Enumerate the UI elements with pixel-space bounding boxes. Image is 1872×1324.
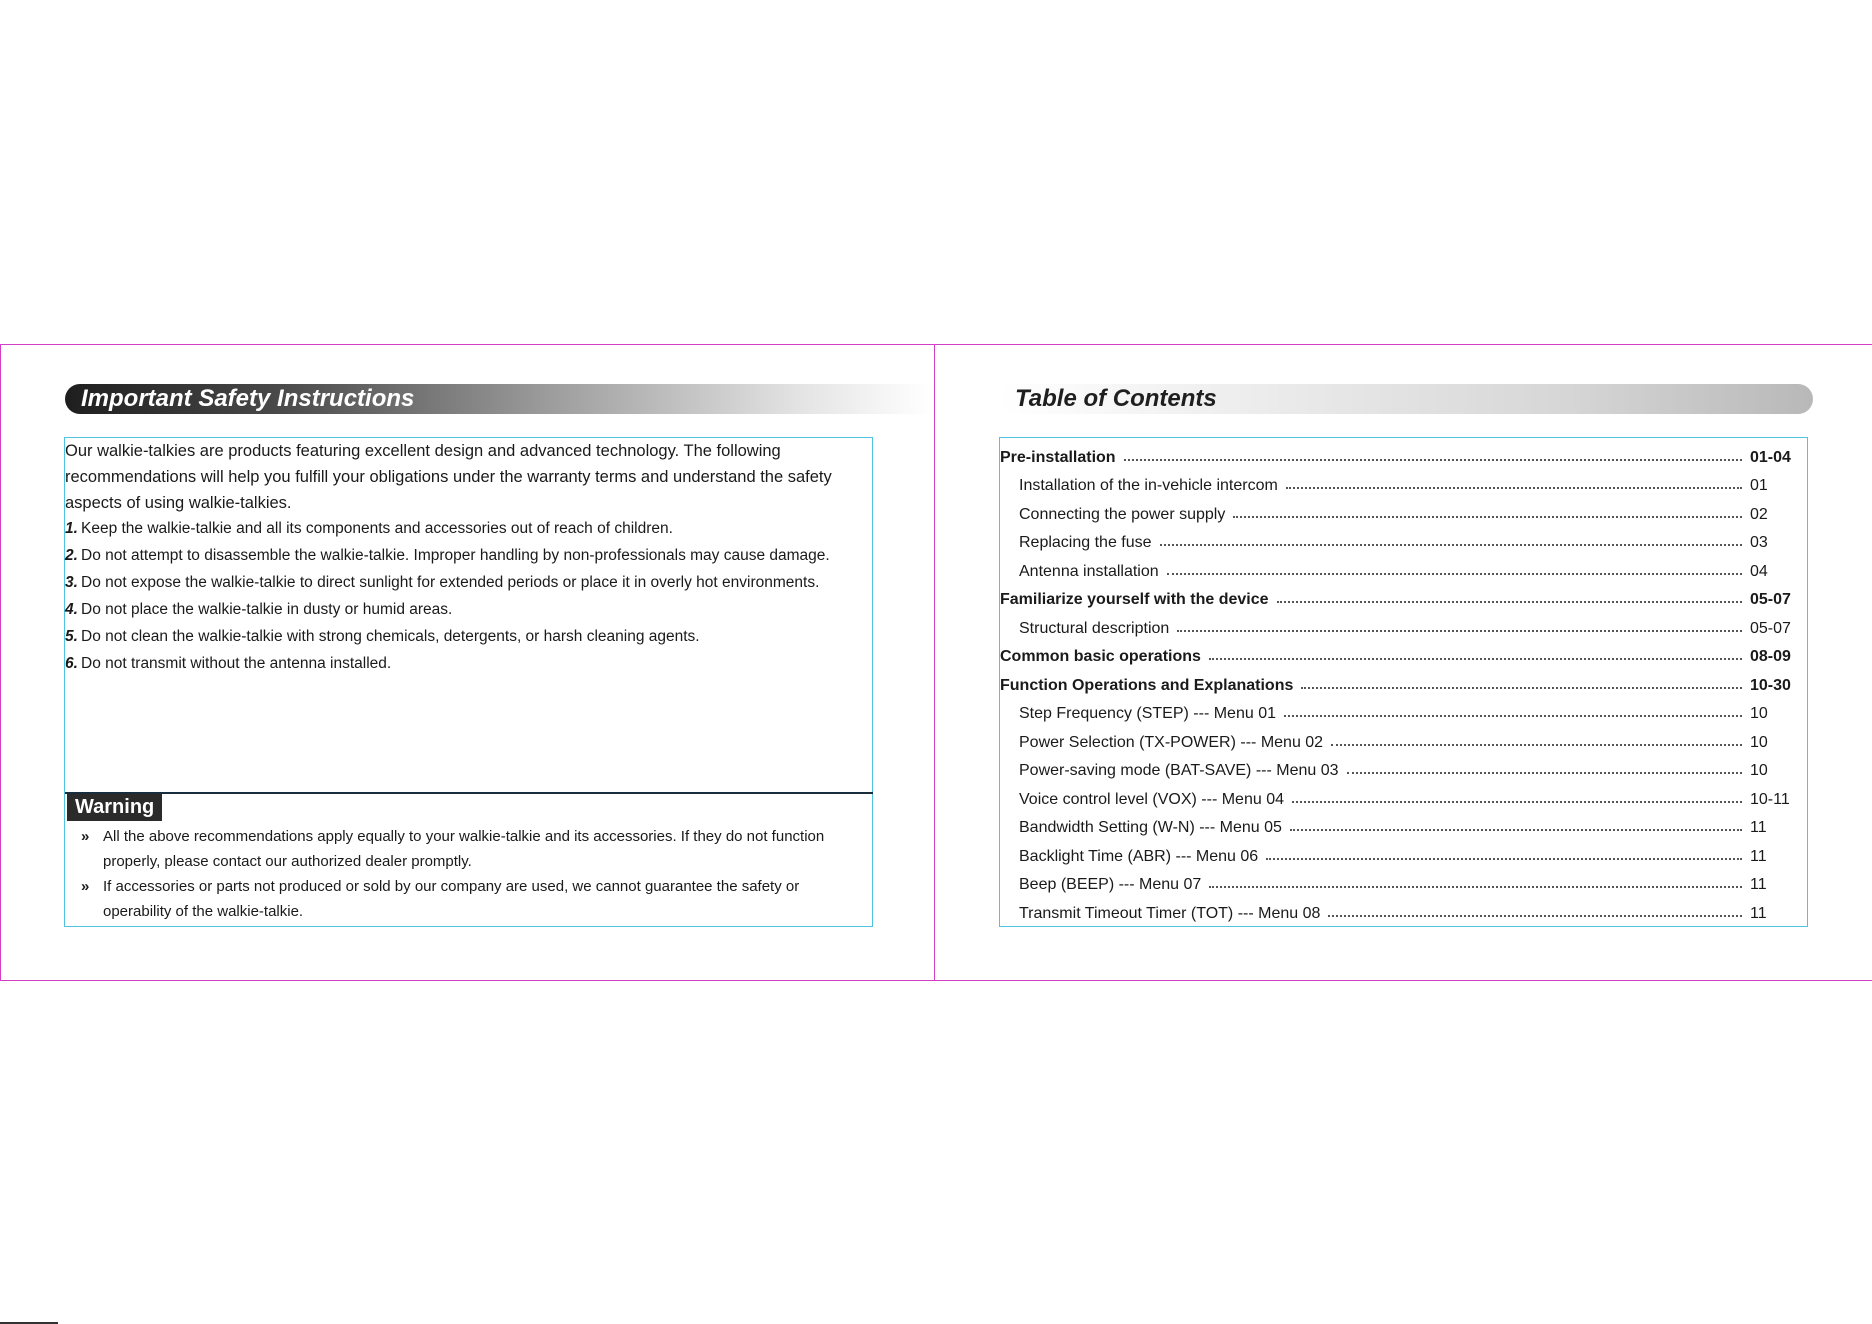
- rule-number: 6.: [65, 655, 78, 672]
- toc-subsection-entry[interactable]: [1000, 723, 1800, 752]
- toc-entry-label: Bandwidth Setting (W-N) --- Menu 05: [1019, 819, 1282, 836]
- safety-rule: [65, 655, 830, 682]
- warning-label: Warning: [67, 794, 162, 821]
- toc-page-number: 10: [1750, 705, 1768, 722]
- toc-section-entry[interactable]: [1000, 438, 1800, 467]
- toc-page-number: 10: [1750, 762, 1768, 779]
- toc-leader-dots: [1292, 800, 1742, 803]
- toc-leader-dots: [1284, 714, 1742, 717]
- document-spread: [0, 344, 1872, 981]
- warning-item: [81, 874, 871, 924]
- rule-text: Do not attempt to disassemble the walkie-talkie. Improper handling by non-professionals may cause damage.: [81, 547, 830, 564]
- toc-page-number: 10-30: [1750, 676, 1791, 694]
- toc-page-number: 11: [1750, 819, 1767, 836]
- toc-content-box: [999, 437, 1808, 927]
- toc-entry-label: Power-saving mode (BAT-SAVE) --- Menu 03: [1019, 762, 1339, 779]
- toc-entry-label: Power Selection (TX-POWER) --- Menu 02: [1019, 733, 1324, 751]
- toc-leader-dots: [1266, 857, 1742, 860]
- toc-subsection-entry[interactable]: [1000, 894, 1800, 923]
- double-chevron-right-icon: »: [81, 878, 90, 895]
- toc-list: [1000, 438, 1800, 923]
- toc-subsection-entry[interactable]: [1000, 809, 1800, 838]
- toc-page-number: 04: [1750, 562, 1768, 580]
- toc-page-number: 11: [1750, 847, 1767, 865]
- toc-leader-dots: [1277, 600, 1742, 603]
- toc-entry-label: Beep (BEEP) --- Menu 07: [1019, 876, 1202, 893]
- rule-text: Do not expose the walkie-talkie to direct sunlight for extended periods or place it in overly hot environments.: [81, 574, 820, 591]
- rule-number: 3.: [65, 574, 78, 591]
- toc-page-number: 01-04: [1750, 448, 1791, 466]
- toc-entry-label: Familiarize yourself with the device: [1000, 591, 1269, 608]
- rule-text: Do not transmit without the antenna installed.: [81, 655, 392, 672]
- double-chevron-right-icon: »: [81, 828, 90, 845]
- toc-leader-dots: [1124, 458, 1742, 461]
- rule-text: Do not clean the walkie-talkie with strong chemicals, detergents, or harsh cleaning agents.: [81, 628, 700, 645]
- toc-page-number: 03: [1750, 534, 1768, 551]
- toc-subsection-entry[interactable]: [1000, 467, 1800, 496]
- toc-section-entry[interactable]: [1000, 666, 1800, 695]
- toc-subsection-entry[interactable]: [1000, 752, 1800, 781]
- toc-title-banner: [999, 384, 1813, 414]
- warning-list: [81, 824, 871, 924]
- toc-leader-dots: [1233, 515, 1742, 518]
- toc-entry-label: Replacing the fuse: [1019, 534, 1152, 551]
- toc-entry-label: Function Operations and Explanations: [1000, 676, 1294, 694]
- toc-page-number: 08-09: [1750, 648, 1791, 665]
- toc-leader-dots: [1301, 686, 1742, 689]
- rule-text: Keep the walkie-talkie and all its components and accessories out of reach of children.: [81, 520, 673, 537]
- rule-text: Do not place the walkie-talkie in dusty or humid areas.: [81, 601, 453, 618]
- toc-title: Table of Contents: [1015, 385, 1217, 412]
- toc-subsection-entry[interactable]: [1000, 837, 1800, 866]
- toc-page-number: 01: [1750, 477, 1768, 494]
- toc-section-entry[interactable]: [1000, 638, 1800, 667]
- toc-leader-dots: [1167, 572, 1742, 575]
- rule-number: 1.: [65, 520, 78, 537]
- toc-subsection-entry[interactable]: [1000, 552, 1800, 581]
- toc-entry-label: Voice control level (VOX) --- Menu 04: [1019, 790, 1284, 808]
- safety-intro: Our walkie-talkies are products featuring excellent design and advanced technology. The following recommendations will help you fulfill your obligations under the warranty terms and understand the safety aspects of using walkie-talkies.: [65, 442, 832, 512]
- toc-leader-dots: [1347, 771, 1742, 774]
- safety-rule: [65, 601, 830, 628]
- toc-page-number: 05-07: [1750, 591, 1791, 608]
- safety-page: [0, 345, 935, 980]
- toc-leader-dots: [1177, 629, 1742, 632]
- toc-entry-label: Structural description: [1019, 619, 1170, 637]
- toc-entry-label: Transmit Timeout Timer (TOT) --- Menu 08: [1019, 904, 1321, 922]
- toc-leader-dots: [1290, 828, 1742, 831]
- safety-rule-list: [65, 520, 830, 682]
- safety-rule: [65, 547, 830, 574]
- toc-subsection-entry[interactable]: [1000, 524, 1800, 553]
- toc-entry-label: Connecting the power supply: [1019, 505, 1226, 523]
- toc-leader-dots: [1209, 657, 1742, 660]
- toc-entry-label: Step Frequency (STEP) --- Menu 01: [1019, 705, 1276, 722]
- toc-leader-dots: [1286, 486, 1742, 489]
- toc-entry-label: Backlight Time (ABR) --- Menu 06: [1019, 847, 1259, 865]
- rule-number: 5.: [65, 628, 78, 645]
- safety-title: Important Safety Instructions: [81, 385, 415, 412]
- toc-page: [935, 345, 1872, 980]
- warning-text: All the above recommendations apply equally to your walkie-talkie and its accessories. If they do not function properly, please contact our authorized dealer promptly.: [103, 828, 825, 870]
- warning-text: If accessories or parts not produced or sold by our company are used, we cannot guarantee the safety or operability of the walkie-talkie.: [103, 878, 800, 920]
- toc-entry-label: Common basic operations: [1000, 648, 1201, 665]
- toc-entry-label: Pre-installation: [1000, 448, 1116, 466]
- toc-page-number: 10: [1750, 733, 1768, 751]
- toc-page-number: 02: [1750, 505, 1768, 523]
- toc-leader-dots: [1331, 743, 1742, 746]
- toc-subsection-entry[interactable]: [1000, 780, 1800, 809]
- toc-page-number: 11: [1750, 876, 1767, 893]
- toc-page-number: 05-07: [1750, 619, 1791, 637]
- rule-number: 4.: [65, 601, 78, 618]
- warning-box: [65, 792, 873, 928]
- safety-content-box: [64, 437, 873, 927]
- toc-leader-dots: [1160, 543, 1742, 546]
- toc-subsection-entry[interactable]: [1000, 866, 1800, 895]
- safety-rule: [65, 574, 830, 601]
- toc-entry-label: Antenna installation: [1019, 562, 1159, 580]
- safety-rule: [65, 628, 830, 655]
- safety-title-banner: [65, 384, 931, 414]
- warning-item: [81, 824, 871, 874]
- toc-subsection-entry[interactable]: [1000, 695, 1800, 724]
- toc-subsection-entry[interactable]: [1000, 495, 1800, 524]
- safety-rule: [65, 520, 830, 547]
- toc-page-number: 11: [1750, 904, 1767, 922]
- toc-section-entry[interactable]: [1000, 581, 1800, 610]
- toc-leader-dots: [1328, 914, 1742, 917]
- toc-entry-label: Installation of the in-vehicle intercom: [1019, 477, 1278, 494]
- toc-page-number: 10-11: [1750, 790, 1790, 808]
- toc-leader-dots: [1209, 885, 1742, 888]
- toc-subsection-entry[interactable]: [1000, 609, 1800, 638]
- rule-number: 2.: [65, 547, 78, 564]
